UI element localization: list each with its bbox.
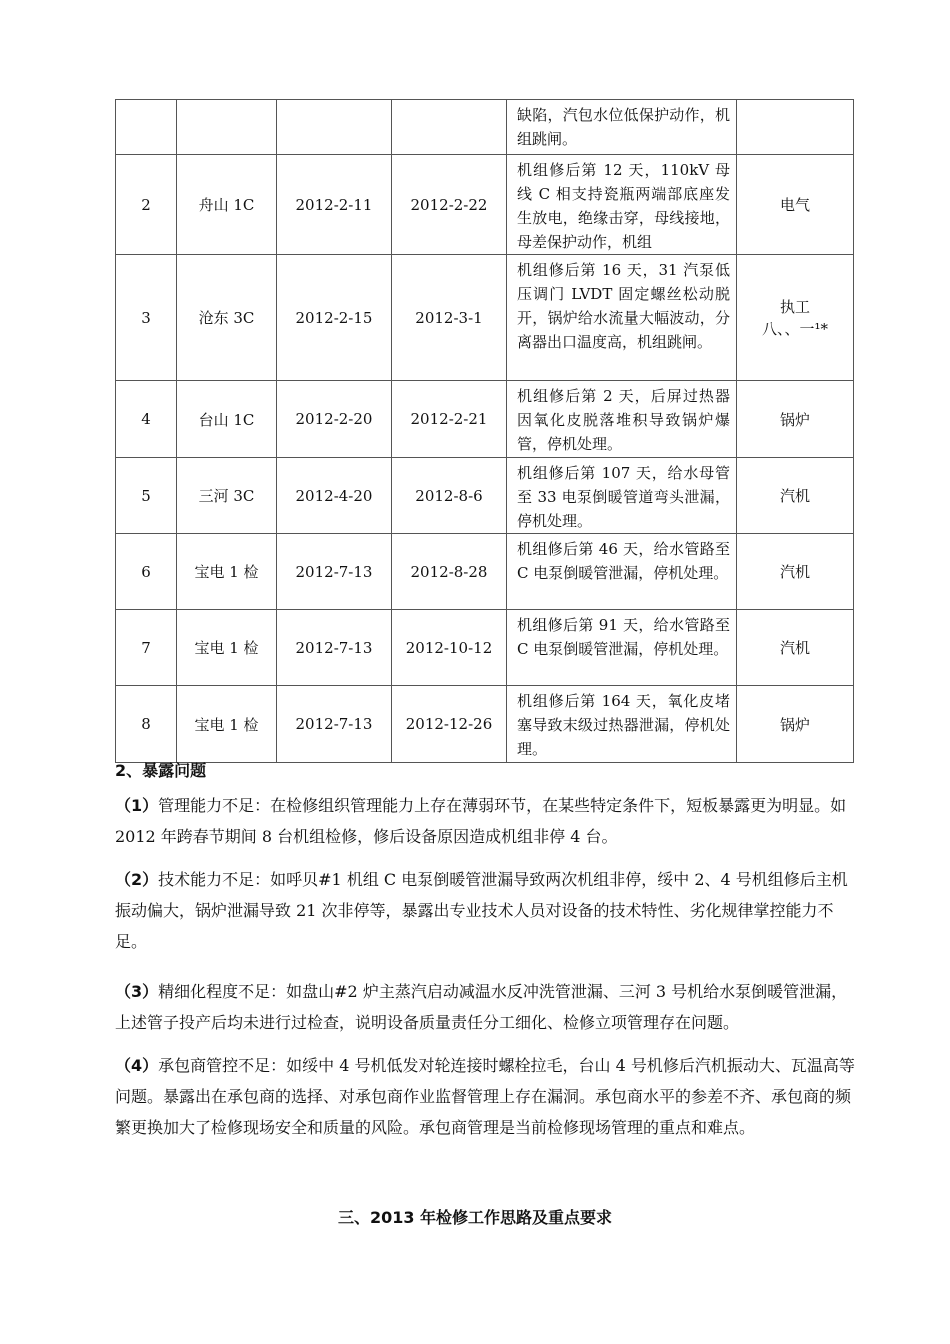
- cell-no: [116, 100, 177, 155]
- cell-no: 7: [116, 610, 177, 686]
- cell-unit: 舟山 1C: [177, 155, 277, 255]
- cell-description: 机组修后第 16 天，31 汽泵低压调门 LVDT 固定螺丝松动脱开，锅炉给水流量大幅波动，分离器出口温度高，机组跳闸。: [507, 255, 737, 381]
- table-row: [116, 155, 854, 255]
- paragraph-contractor: [115, 1050, 860, 1143]
- table-row: [116, 100, 854, 155]
- cell-start-date: 2012-7-13: [277, 686, 392, 763]
- cell-department: 汽机: [737, 610, 854, 686]
- cell-department: 锅炉: [737, 686, 854, 763]
- paragraph-number: （3）: [115, 982, 159, 1001]
- cell-end-date: 2012-8-6: [392, 458, 507, 534]
- cell-start-date: 2012-2-15: [277, 255, 392, 381]
- cell-description: 机组修后第 2 天，后屏过热器因氧化皮脱落堆积导致锅炉爆管，停机处理。: [507, 381, 737, 458]
- shutdown-events-table: [115, 99, 854, 763]
- paragraph-refinement: [115, 976, 860, 1038]
- paragraph-number: （1）: [115, 796, 159, 815]
- cell-end-date: 2012-2-21: [392, 381, 507, 458]
- paragraph-text: 精细化程度不足：如盘山#2 炉主蒸汽启动减温水反冲洗管泄漏、三河 3 号机给水泵倒暖管泄漏，上述管子投产后均未进行过检查，说明设备质量责任分工细化、检修立项管理存在问题。: [115, 982, 848, 1032]
- cell-description: 缺陷，汽包水位低保护动作，机组跳闸。: [507, 100, 737, 155]
- cell-start-date: 2012-7-13: [277, 534, 392, 610]
- table-row: [116, 686, 854, 763]
- cell-unit: 沧东 3C: [177, 255, 277, 381]
- cell-department: 锅炉: [737, 381, 854, 458]
- table-row: [116, 534, 854, 610]
- cell-no: 6: [116, 534, 177, 610]
- cell-end-date: 2012-10-12: [392, 610, 507, 686]
- cell-description: 机组修后第 46 天，给水管路至 C 电泵倒暖管泄漏，停机处理。: [507, 534, 737, 610]
- department-label: 执工: [779, 297, 810, 316]
- cell-description: 机组修后第 107 天，给水母管至 33 电泵倒暖管道弯头泄漏，停机处理。: [507, 458, 737, 534]
- cell-department: 电气: [737, 155, 854, 255]
- cell-no: 5: [116, 458, 177, 534]
- cell-unit: 宝电 1 检: [177, 534, 277, 610]
- cell-unit: 台山 1C: [177, 381, 277, 458]
- section-title: 三、2013 年检修工作思路及重点要求: [337, 1208, 613, 1227]
- cell-description: 机组修后第 12 天，110kV 母线 C 相支持瓷瓶两端部底座发生放电，绝缘击穿，母线接地，母差保护动作，机组: [507, 155, 737, 255]
- cell-no: 8: [116, 686, 177, 763]
- cell-end-date: [392, 100, 507, 155]
- paragraph-technical: [115, 864, 860, 957]
- cell-unit: 宝电 1 检: [177, 686, 277, 763]
- cell-start-date: 2012-2-11: [277, 155, 392, 255]
- cell-department: 汽机: [737, 534, 854, 610]
- table-row: [116, 610, 854, 686]
- cell-no: 2: [116, 155, 177, 255]
- cell-description: 机组修后第 164 天，氧化皮堵塞导致末级过热器泄漏，停机处理。: [507, 686, 737, 763]
- cell-start-date: [277, 100, 392, 155]
- paragraph-text: 管理能力不足：在检修组织管理能力上存在薄弱环节，在某些特定条件下，短板暴露更为明显。如 2012 年跨春节期间 8 台机组检修，修后设备原因造成机组非停 4 台。: [115, 796, 847, 846]
- cell-unit: 三河 3C: [177, 458, 277, 534]
- cell-end-date: 2012-12-26: [392, 686, 507, 763]
- cell-no: 4: [116, 381, 177, 458]
- paragraph-text: 承包商管控不足：如绥中 4 号机低发对轮连接时螺栓拉毛，台山 4 号机修后汽机振动大、瓦温高等问题。暴露出在承包商的选择、对承包商作业监督管理上存在漏洞。承包商水平的参差不齐、承包商的频繁更换加大了检修现场安全和质量的风险。承包商管理是当前检修现场管理的重点和难点。: [115, 1056, 855, 1137]
- paragraph-text: 技术能力不足：如呼贝#1 机组 C 电泵倒暖管泄漏导致两次机组非停，绥中 2、4 号机组修后主机振动偏大，锅炉泄漏导致 21 次非停等，暴露出专业技术人员对设备的技术特性、劣化规律掌控能力不足。: [115, 870, 848, 951]
- table-row: [116, 381, 854, 458]
- cell-department: [737, 100, 854, 155]
- department-label-fragment: 八、、一¹*: [761, 319, 828, 338]
- cell-no: 3: [116, 255, 177, 381]
- cell-unit: 宝电 1 检: [177, 610, 277, 686]
- cell-unit: [177, 100, 277, 155]
- table-row: [116, 458, 854, 534]
- paragraph-management: [115, 790, 860, 852]
- cell-start-date: 2012-2-20: [277, 381, 392, 458]
- cell-end-date: 2012-3-1: [392, 255, 507, 381]
- paragraph-number: （4）: [115, 1056, 159, 1075]
- cell-department: [737, 255, 854, 381]
- table-row: [116, 255, 854, 381]
- cell-start-date: 2012-4-20: [277, 458, 392, 534]
- paragraph-number: （2）: [115, 870, 159, 889]
- cell-start-date: 2012-7-13: [277, 610, 392, 686]
- section-heading: 2、暴露问题: [115, 761, 207, 780]
- cell-description: 机组修后第 91 天，给水管路至 C 电泵倒暖管泄漏，停机处理。: [507, 610, 737, 686]
- cell-department: 汽机: [737, 458, 854, 534]
- cell-end-date: 2012-8-28: [392, 534, 507, 610]
- cell-end-date: 2012-2-22: [392, 155, 507, 255]
